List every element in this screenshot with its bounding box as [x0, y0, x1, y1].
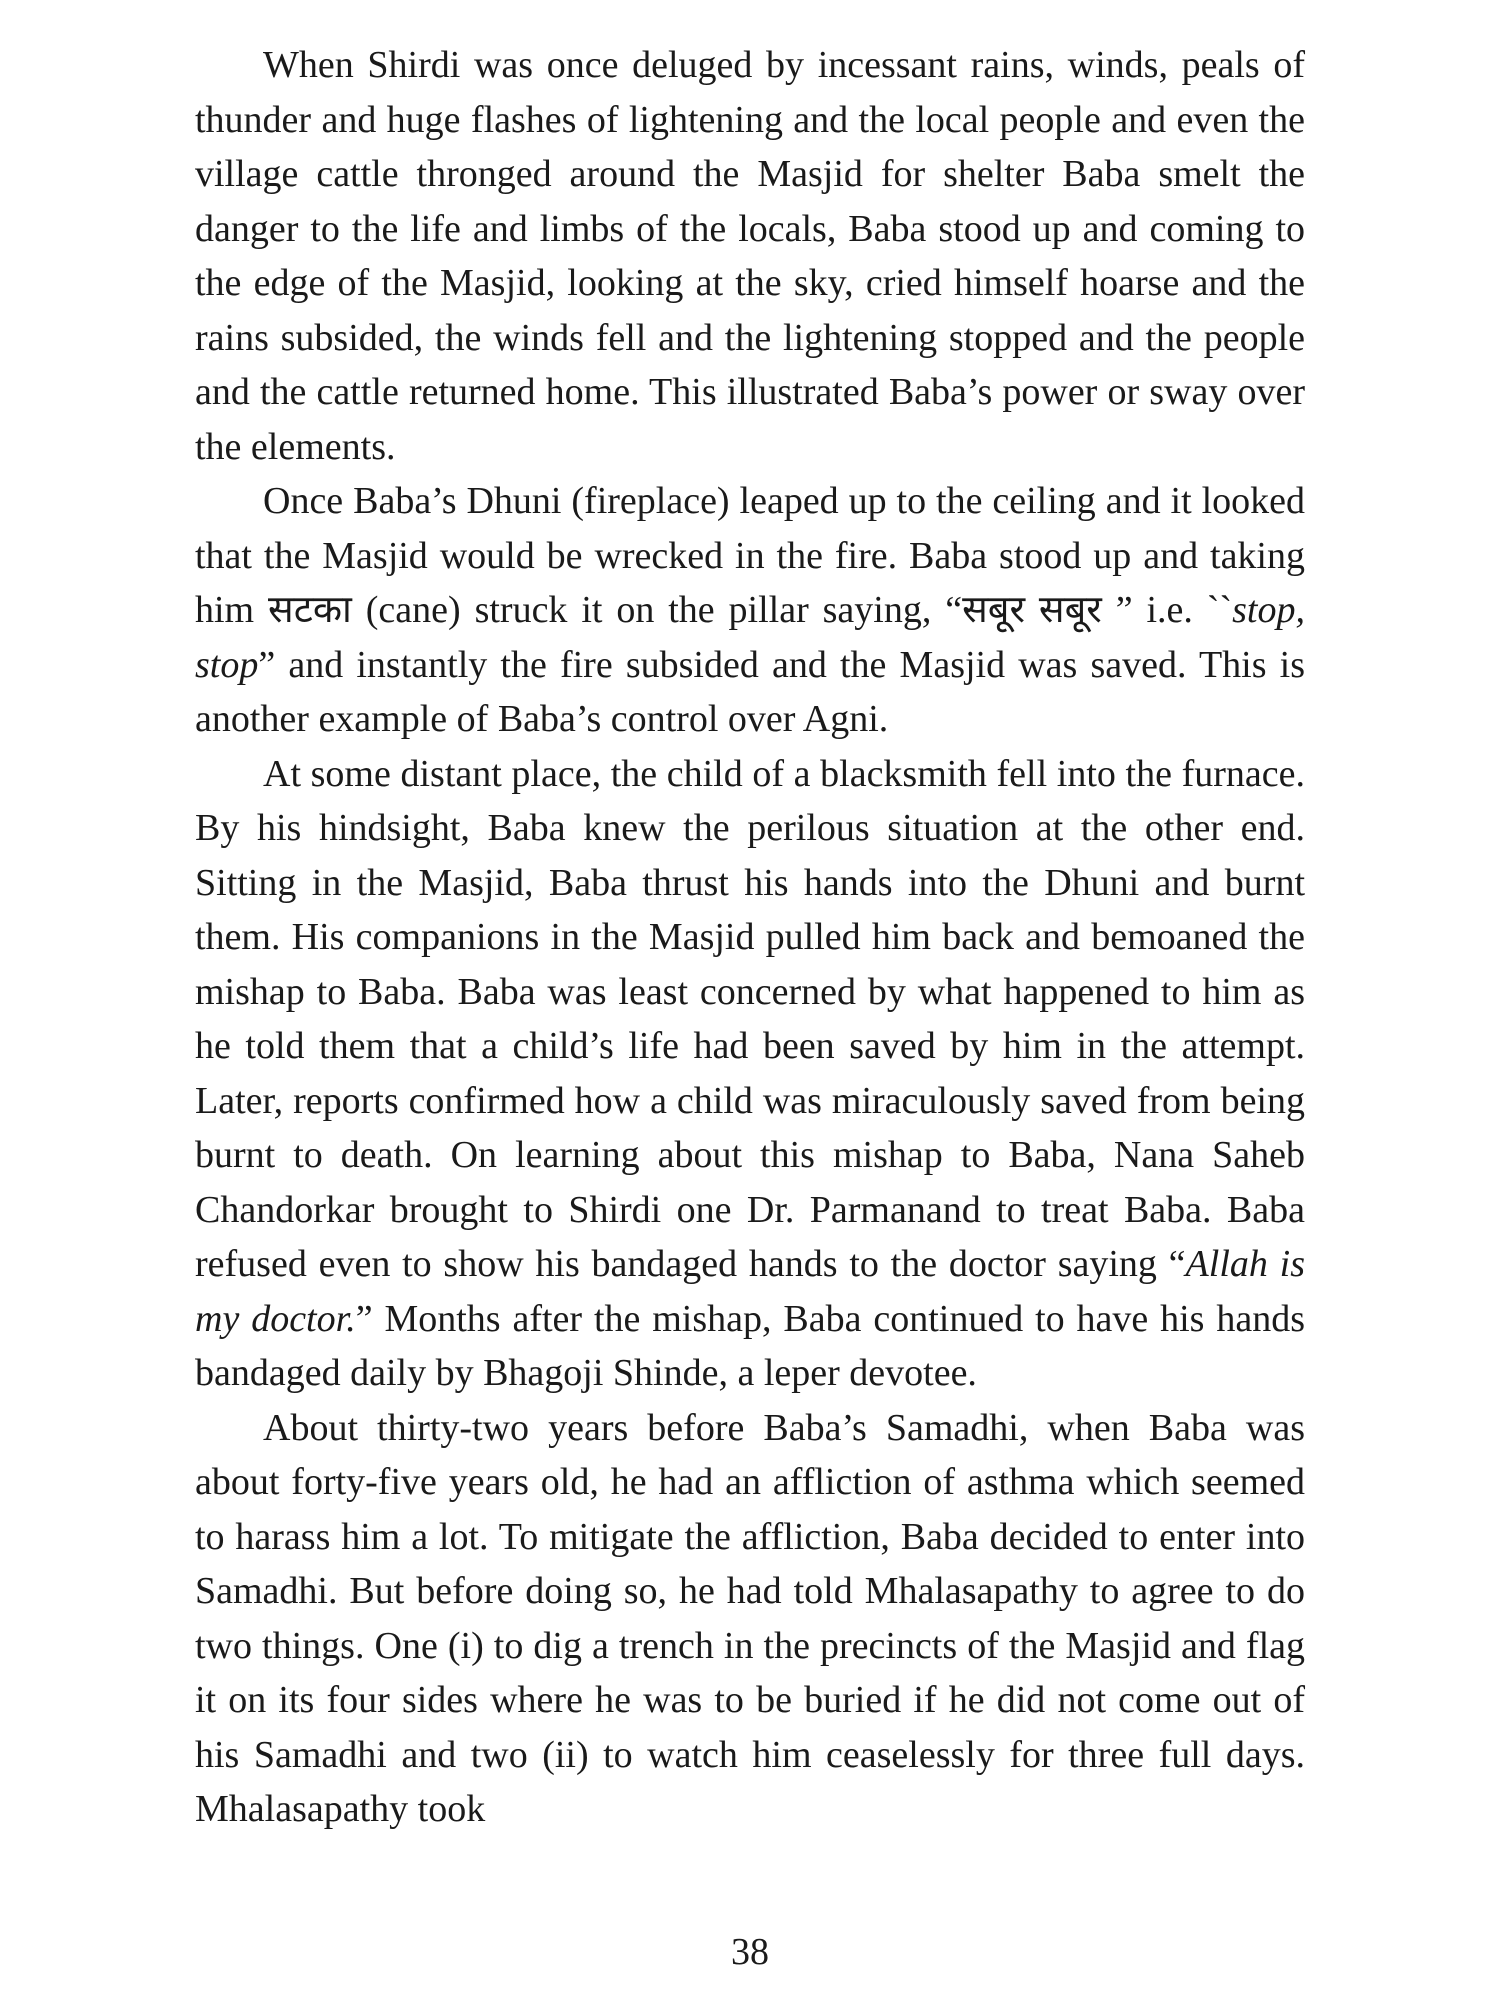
paragraph-text: ” and instantly the fire subsided and the Masjid was saved. This is another example of Baba’s control over Agni. [195, 643, 1305, 740]
paragraph-blacksmith-child [195, 747, 1305, 1401]
paragraph-text: At some distant place, the child of a blacksmith fell into the furnace. By his hindsight, Baba knew the perilous situation at the other end. Sitting in the Masjid, Baba thrust his hands into the Dhuni and burnt them. His companions in the Masjid pulled him back and bemoaned the mishap to Baba. Baba was least concerned by what happened to him as he told them that a child’s life had been saved by him in the attempt. Later, reports confirmed how a child was miraculously saved from being burnt to death. On learning about this mishap to Baba, Nana Saheb Chandorkar brought to Shirdi one Dr. Parmanand to treat Baba. Baba refused even to show his bandaged hands to the doctor saying “ [195, 752, 1305, 1285]
paragraph-text: Once Baba’s Dhuni (fireplace) leaped up to the ceiling and it looked that the Masjid would be wrecked in the fire. Baba stood up and taking him सटका (cane) struck it on the pillar saying, “सबूर सबूर ” i.e. `` [195, 480, 1305, 631]
paragraph-text: When Shirdi was once deluged by incessant rains, winds, peals of thunder and huge flashes of lightening and the local people and even the village cattle thronged around the Masjid for shelter Baba smelt the danger to the life and limbs of the locals, Baba stood up and coming to the edge of the Masjid, looking at the sky, cried himself hoarse and the rains subsided, the winds fell and the lightening stopped and the people and the cattle returned home. This illustrated Baba’s power or sway over the elements. [195, 44, 1305, 468]
paragraph-text: ” Months after the mishap, Baba continued to have his hands bandaged daily by Bhagoji Shinde, a leper devotee. [195, 1297, 1306, 1394]
paragraph-dhuni-fire [195, 474, 1305, 747]
italic-quote: stop, stop [195, 589, 1305, 686]
paragraph-storm [195, 38, 1305, 474]
paragraph-samadhi [195, 1401, 1305, 1837]
book-page [195, 38, 1305, 1938]
italic-quote: Allah is my doctor. [195, 1243, 1305, 1340]
paragraph-text: About thirty-two years before Baba’s Samadhi, when Baba was about forty-five years old, he had an affliction of asthma which seemed to harass him a lot. To mitigate the affliction, Baba decided to enter into Samadhi. But before doing so, he had told Mhalasapathy to agree to do two things. One (i) to dig a trench in the precincts of the Masjid and flag it on its four sides where he was to be buried if he did not come out of his Samadhi and two (ii) to watch him ceaselessly for three full days. Mhalasapathy took [195, 1406, 1305, 1830]
page-number: 38 [731, 1931, 769, 1973]
